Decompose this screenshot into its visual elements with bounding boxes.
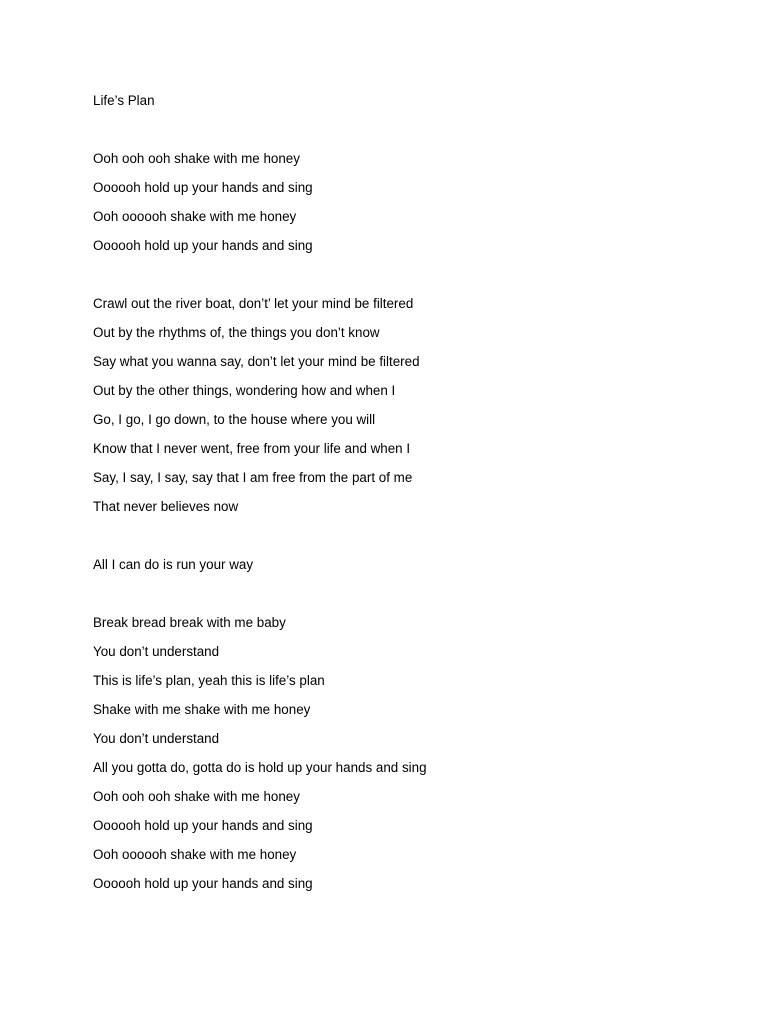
lyric-line: Ooh ooh ooh shake with me honey <box>93 151 300 166</box>
lyric-line: Go, I go, I go down, to the house where you will <box>93 412 376 427</box>
document-title: Life’s Plan <box>93 93 155 108</box>
lyric-line: Say, I say, I say, say that I am free from the part of me <box>93 470 413 485</box>
stanza-4 <box>93 608 693 898</box>
document-body <box>93 86 693 898</box>
lyric-line: You don’t understand <box>93 644 220 659</box>
lyric-line: Oooooh hold up your hands and sing <box>93 180 313 195</box>
stanza-2 <box>93 289 693 521</box>
lyric-line: Ooh oooooh shake with me honey <box>93 847 297 862</box>
lyric-line: All you gotta do, gotta do is hold up your hands and sing <box>93 760 427 775</box>
stanza-gap <box>93 260 693 289</box>
lyric-line: Crawl out the river boat, don’t’ let your mind be filtered <box>93 296 414 311</box>
lyric-line: Oooooh hold up your hands and sing <box>93 238 313 253</box>
lyric-line: Oooooh hold up your hands and sing <box>93 876 313 891</box>
lyric-line: Know that I never went, free from your life and when I <box>93 441 411 456</box>
lyric-line: Say what you wanna say, don’t let your mind be filtered <box>93 354 420 369</box>
lyric-line: All I can do is run your way <box>93 557 254 572</box>
stanza-3 <box>93 550 693 579</box>
lyric-line: This is life’s plan, yeah this is life’s plan <box>93 673 325 688</box>
lyric-line: Break bread break with me baby <box>93 615 286 630</box>
lyric-line: That never believes now <box>93 499 239 514</box>
lyric-line: Oooooh hold up your hands and sing <box>93 818 313 833</box>
lyric-line: Ooh oooooh shake with me honey <box>93 209 297 224</box>
stanza-1 <box>93 144 693 260</box>
lyric-line: Shake with me shake with me honey <box>93 702 311 717</box>
stanza-gap <box>93 579 693 608</box>
lyric-line: Out by the rhythms of, the things you don’t know <box>93 325 380 340</box>
lyric-line: Ooh ooh ooh shake with me honey <box>93 789 300 804</box>
stanza-gap <box>93 115 693 144</box>
lyric-line: You don’t understand <box>93 731 220 746</box>
lyric-line: Out by the other things, wondering how and when I <box>93 383 396 398</box>
stanza-gap <box>93 521 693 550</box>
